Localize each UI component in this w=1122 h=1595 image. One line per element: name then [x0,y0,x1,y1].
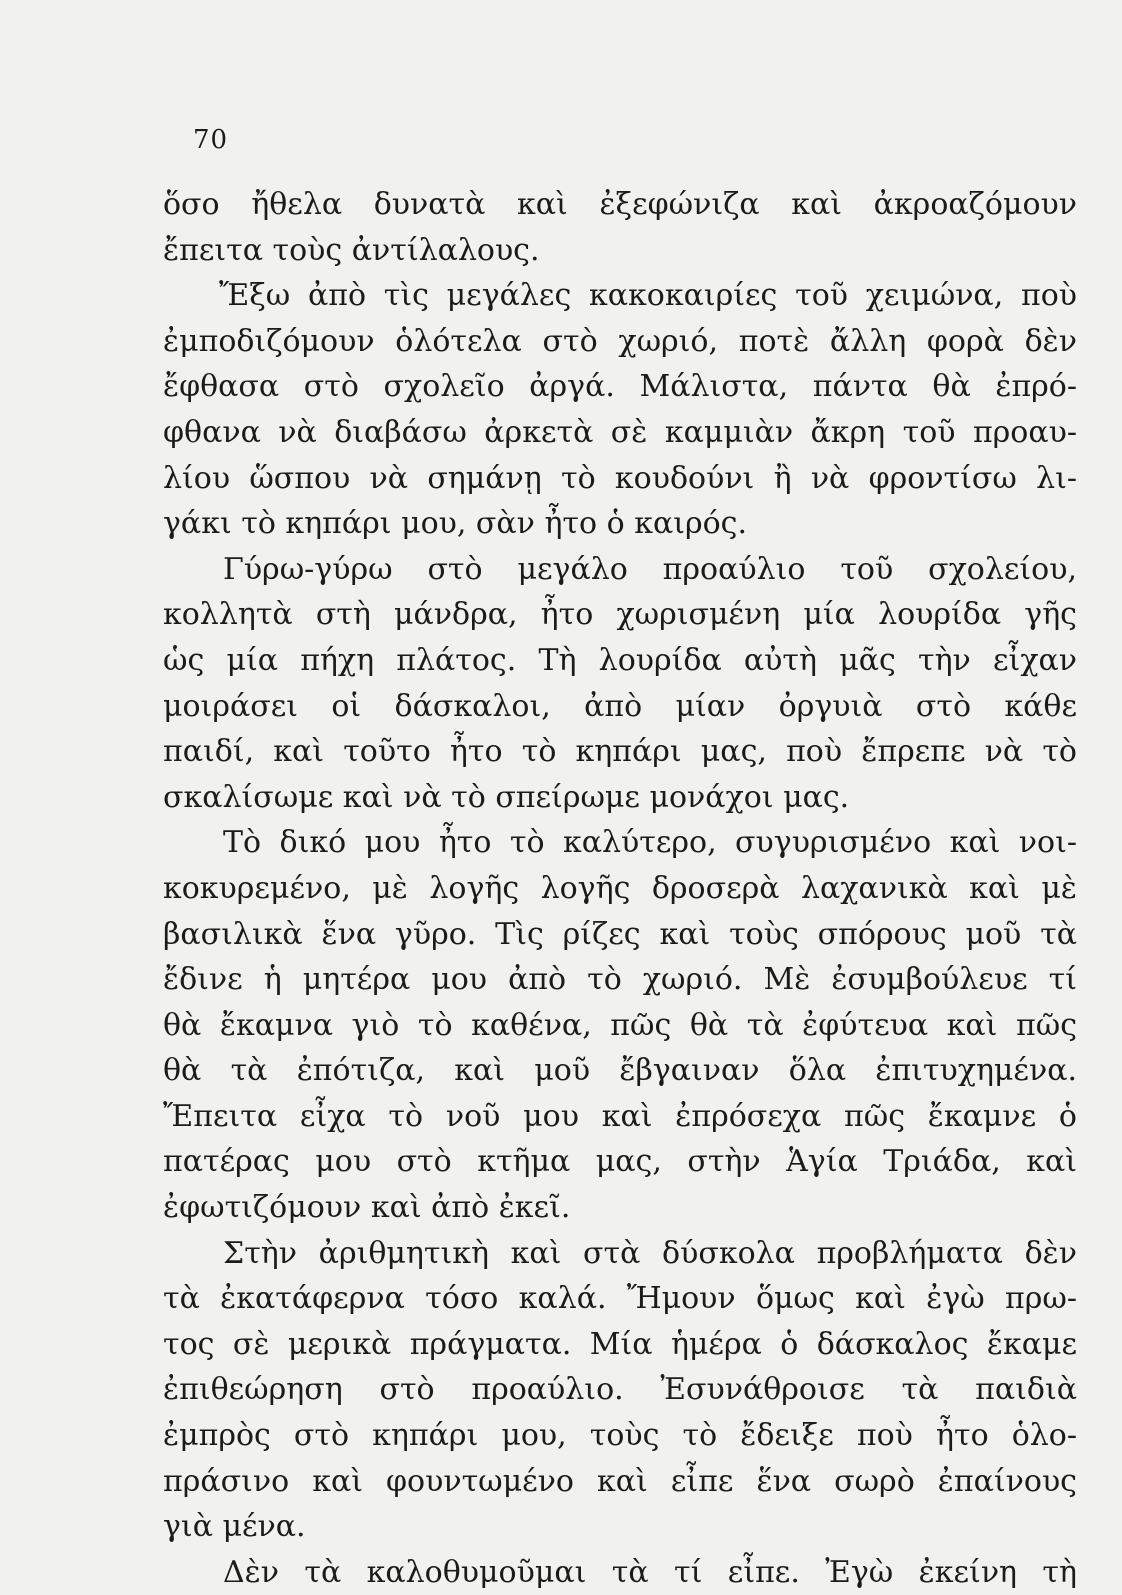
text-line: σκαλίσωμε καὶ νὰ τὸ σπείρωμε μονάχοι μας. [163,779,850,815]
text-line: ἐφωτιζόμουν καὶ ἀπὸ ἐκεῖ. [163,1190,571,1226]
text-line: Ἔπειτα εἶχα τὸ νοῦ μου καὶ ἐπρόσεχα πῶς ἔκαμνε ὁ [163,1098,1077,1134]
text-line: Τὸ δικό μου ἦτο τὸ καλύτερο, συγυρισμένο καὶ νοι- [223,825,1077,861]
text-line: πράσινο καὶ φουντωμένο καὶ εἶπε ἕνα σωρὸ ἐπαίνους [163,1463,1077,1499]
text-line: παιδί, καὶ τοῦτο ἦτο τὸ κηπάρι μας, ποὺ ἔπρεπε νὰ τὸ [163,734,1077,770]
text-line: τος σὲ μερικὰ πράγματα. Μία ἡμέρα ὁ δάσκαλος ἔκαμε [163,1326,1077,1362]
text-line: γάκι τὸ κηπάρι μου, σὰν ἦτο ὁ καιρός. [163,506,748,542]
text-line: φθανα νὰ διαβάσω ἀρκετὰ σὲ καμμιὰν ἄκρη τοῦ προαυ- [163,414,1077,450]
text-line: ἐπιθεώρηση στὸ προαύλιο. Ἐσυνάθροισε τὰ παιδιὰ [163,1372,1077,1408]
text-line: ἐμποδιζόμουν ὁλότελα στὸ χωριό, ποτὲ ἄλλη φορὰ δὲν [163,323,1077,359]
text-line: Ἔξω ἀπὸ τὶς μεγάλες κακοκαιρίες τοῦ χειμώνα, ποὺ [219,278,1077,314]
text-line: Γύρω-γύρω στὸ μεγάλο προαύλιο τοῦ σχολείου, [223,551,1077,587]
text-line: πατέρας μου στὸ κτῆμα μας, στὴν Ἁγία Τριάδα, καὶ [163,1144,1077,1180]
text-line: τὰ ἐκατάφερνα τόσο καλά. Ἤμουν ὅμως καὶ ἐγὼ πρω- [163,1281,1077,1317]
text-line: θὰ τὰ ἐπότιζα, καὶ μοῦ ἔβγαιναν ὅλα ἐπιτυχημένα. [163,1053,1077,1089]
body-text [163,182,1077,1595]
text-line: γιὰ μένα. [163,1509,306,1545]
page-number: 70 [193,125,229,155]
text-line: λίου ὥσπου νὰ σημάνῃ τὸ κουδούνι ἢ νὰ φροντίσω λι- [163,460,1077,496]
text-line: ἔφθασα στὸ σχολεῖο ἀργά. Μάλιστα, πάντα θὰ ἐπρό- [163,369,1077,405]
text-line: ἐμπρὸς στὸ κηπάρι μου, τοὺς τὸ ἔδειξε ποὺ ἦτο ὁλο- [163,1418,1077,1454]
text-line: ἔδινε ἡ μητέρα μου ἀπὸ τὸ χωριό. Μὲ ἐσυμβούλευε τί [163,962,1077,998]
text-line: ὅσο ἤθελα δυνατὰ καὶ ἐξεφώνιζα καὶ ἀκροαζόμουν [163,187,1077,222]
text-line: θὰ ἔκαμνα γιὸ τὸ καθένα, πῶς θὰ τὰ ἐφύτευα καὶ πῶς [163,1007,1077,1043]
text-line: κολλητὰ στὴ μάνδρα, ἦτο χωρισμένη μία λουρίδα γῆς [163,597,1077,633]
text-line: ἔπειτα τοὺς ἀντίλαλους. [163,232,540,268]
text-line: ὡς μία πήχη πλάτος. Τὴ λουρίδα αὐτὴ μᾶς τὴν εἶχαν [163,642,1077,678]
text-line: μοιράσει οἱ δάσκαλοι, ἀπὸ μίαν ὀργυιὰ στὸ κάθε [163,688,1077,724]
text-line: βασιλικὰ ἕνα γῦρο. Τὶς ρίζες καὶ τοὺς σπόρους μοῦ τὰ [163,916,1077,952]
text-line: Στὴν ἀριθμητικὴ καὶ στὰ δύσκολα προβλήματα δὲν [223,1235,1077,1271]
text-line: κοκυρεμένο, μὲ λογῆς λογῆς δροσερὰ λαχανικὰ καὶ μὲ [163,870,1077,906]
text-line: Δὲν τὰ καλοθυμοῦμαι τὰ τί εἶπε. Ἐγὼ ἐκείνη τὴ [223,1554,1077,1590]
